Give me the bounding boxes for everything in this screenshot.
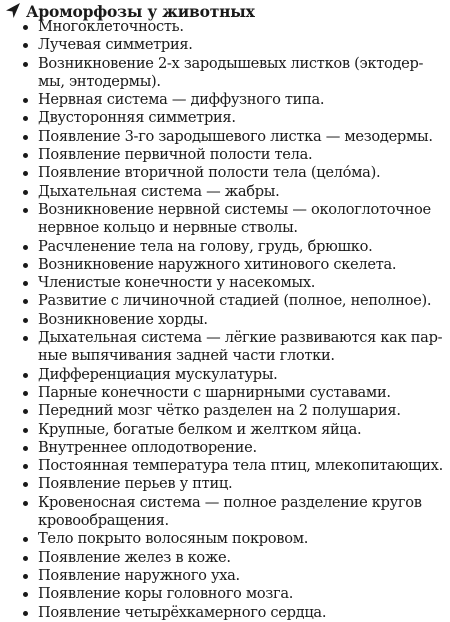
list-item-text: Двусторонняя симметрия. <box>38 109 236 127</box>
bullet-icon <box>23 62 28 67</box>
bullet-icon <box>23 25 28 30</box>
list-item <box>0 311 450 329</box>
list-item-text: Расчленение тела на голову, грудь, брюшко. <box>38 237 373 255</box>
bullet-icon <box>23 501 28 506</box>
list-item-text: Постоянная температура тела птиц, млекопитающих. <box>38 457 443 475</box>
list-item <box>0 585 450 603</box>
heading-title: Ароморфозы у животных <box>26 1 255 21</box>
list-item <box>0 91 450 109</box>
list-item <box>0 18 450 36</box>
list-item <box>0 494 450 531</box>
list-item <box>0 109 450 127</box>
list-item <box>0 567 450 585</box>
list-item <box>0 274 450 292</box>
list-item <box>0 604 450 622</box>
list-item <box>0 201 450 238</box>
list-item <box>0 128 450 146</box>
list-item-text: Нервная система — диффузного типа. <box>38 91 325 109</box>
list-item <box>0 183 450 201</box>
list-item-text: Возникновение нервной системы — окологлоточное <box>38 200 431 218</box>
list-item <box>0 238 450 256</box>
bullet-icon <box>23 43 28 48</box>
list-item-text: мы, энтодермы). <box>38 72 161 90</box>
bullet-icon <box>23 409 28 414</box>
list-item <box>0 256 450 274</box>
bullet-icon <box>23 299 28 304</box>
list-item-text: нервное кольцо и нервные стволы. <box>38 219 298 237</box>
aromorphoses-list <box>0 18 450 622</box>
list-item-text: Появление желез в коже. <box>38 548 231 566</box>
list-item-text: Многоклеточность. <box>38 18 184 35</box>
bullet-icon <box>23 281 28 286</box>
bullet-icon <box>23 592 28 597</box>
list-item <box>0 164 450 182</box>
list-item <box>0 292 450 310</box>
bullet-icon <box>23 464 28 469</box>
list-item-text: Членистые конечности у насекомых. <box>38 274 316 292</box>
list-item-text: Внутреннее оплодотворение. <box>38 438 257 456</box>
list-item <box>0 366 450 384</box>
bullet-icon <box>23 171 28 176</box>
bullet-icon <box>23 482 28 487</box>
list-item-text: ные выпячивания задней части глотки. <box>38 347 335 365</box>
bullet-icon <box>23 446 28 451</box>
list-item-text: Появление наружного уха. <box>38 566 240 584</box>
list-item <box>0 475 450 493</box>
bullet-icon <box>23 116 28 121</box>
bullet-icon <box>23 336 28 341</box>
list-item-text: Появление коры головного мозга. <box>38 585 294 603</box>
bullet-icon <box>23 263 28 268</box>
bullet-icon <box>23 611 28 616</box>
list-item-text: Возникновение 2-х зародышевых листков (эктодер- <box>38 54 424 72</box>
list-item <box>0 439 450 457</box>
list-item-text: Появление 3-го зародышевого листка — мезодермы. <box>38 127 433 145</box>
list-item-text: Парные конечности с шарнирными суставами. <box>38 383 391 401</box>
bullet-icon <box>23 153 28 158</box>
list-item <box>0 402 450 420</box>
bullet-icon <box>23 208 28 213</box>
bullet-icon <box>23 556 28 561</box>
bullet-icon <box>23 537 28 542</box>
bullet-icon <box>23 190 28 195</box>
bullet-icon <box>23 391 28 396</box>
list-item <box>0 421 450 439</box>
list-item-text: Дифференциация мускулатуры. <box>38 365 278 383</box>
list-item <box>0 55 450 92</box>
bullet-icon <box>23 318 28 323</box>
list-item-text: Появление четырёхкамерного сердца. <box>38 603 327 621</box>
bullet-icon <box>23 98 28 103</box>
list-item <box>0 329 450 366</box>
list-item <box>0 384 450 402</box>
list-item-text: Тело покрыто волосяным покровом. <box>38 530 309 548</box>
bullet-icon <box>23 574 28 579</box>
list-item-text: Передний мозг чётко разделен на 2 полушария. <box>38 402 401 420</box>
list-item-text: Крупные, богатые белком и желтком яйца. <box>38 420 362 438</box>
list-item-text: Лучевая симметрия. <box>38 36 193 54</box>
list-item-text: Появление вторичной полости тела (цело́ма). <box>38 164 381 182</box>
list-item-text: Развитие с личиночной стадией (полное, неполное). <box>38 292 432 310</box>
list-item <box>0 36 450 54</box>
bullet-icon <box>23 373 28 378</box>
list-item-text: Кровеносная система — полное разделение кругов <box>38 493 422 511</box>
list-item <box>0 146 450 164</box>
list-item-text: Возникновение наружного хитинового скелета. <box>38 255 397 273</box>
list-item <box>0 457 450 475</box>
bullet-icon <box>23 428 28 433</box>
list-item-text: Дыхательная система — жабры. <box>38 182 280 200</box>
bullet-icon <box>23 245 28 250</box>
list-item <box>0 549 450 567</box>
list-item-text: Дыхательная система — лёгкие развиваются как пар- <box>38 329 443 347</box>
list-item-text: Возникновение хорды. <box>38 310 208 328</box>
bullet-icon <box>23 135 28 140</box>
list-item-text: кровообращения. <box>38 512 169 530</box>
list-item-text: Появление первичной полости тела. <box>38 146 313 164</box>
list-item <box>0 530 450 548</box>
list-item-text: Появление перьев у птиц. <box>38 475 233 493</box>
